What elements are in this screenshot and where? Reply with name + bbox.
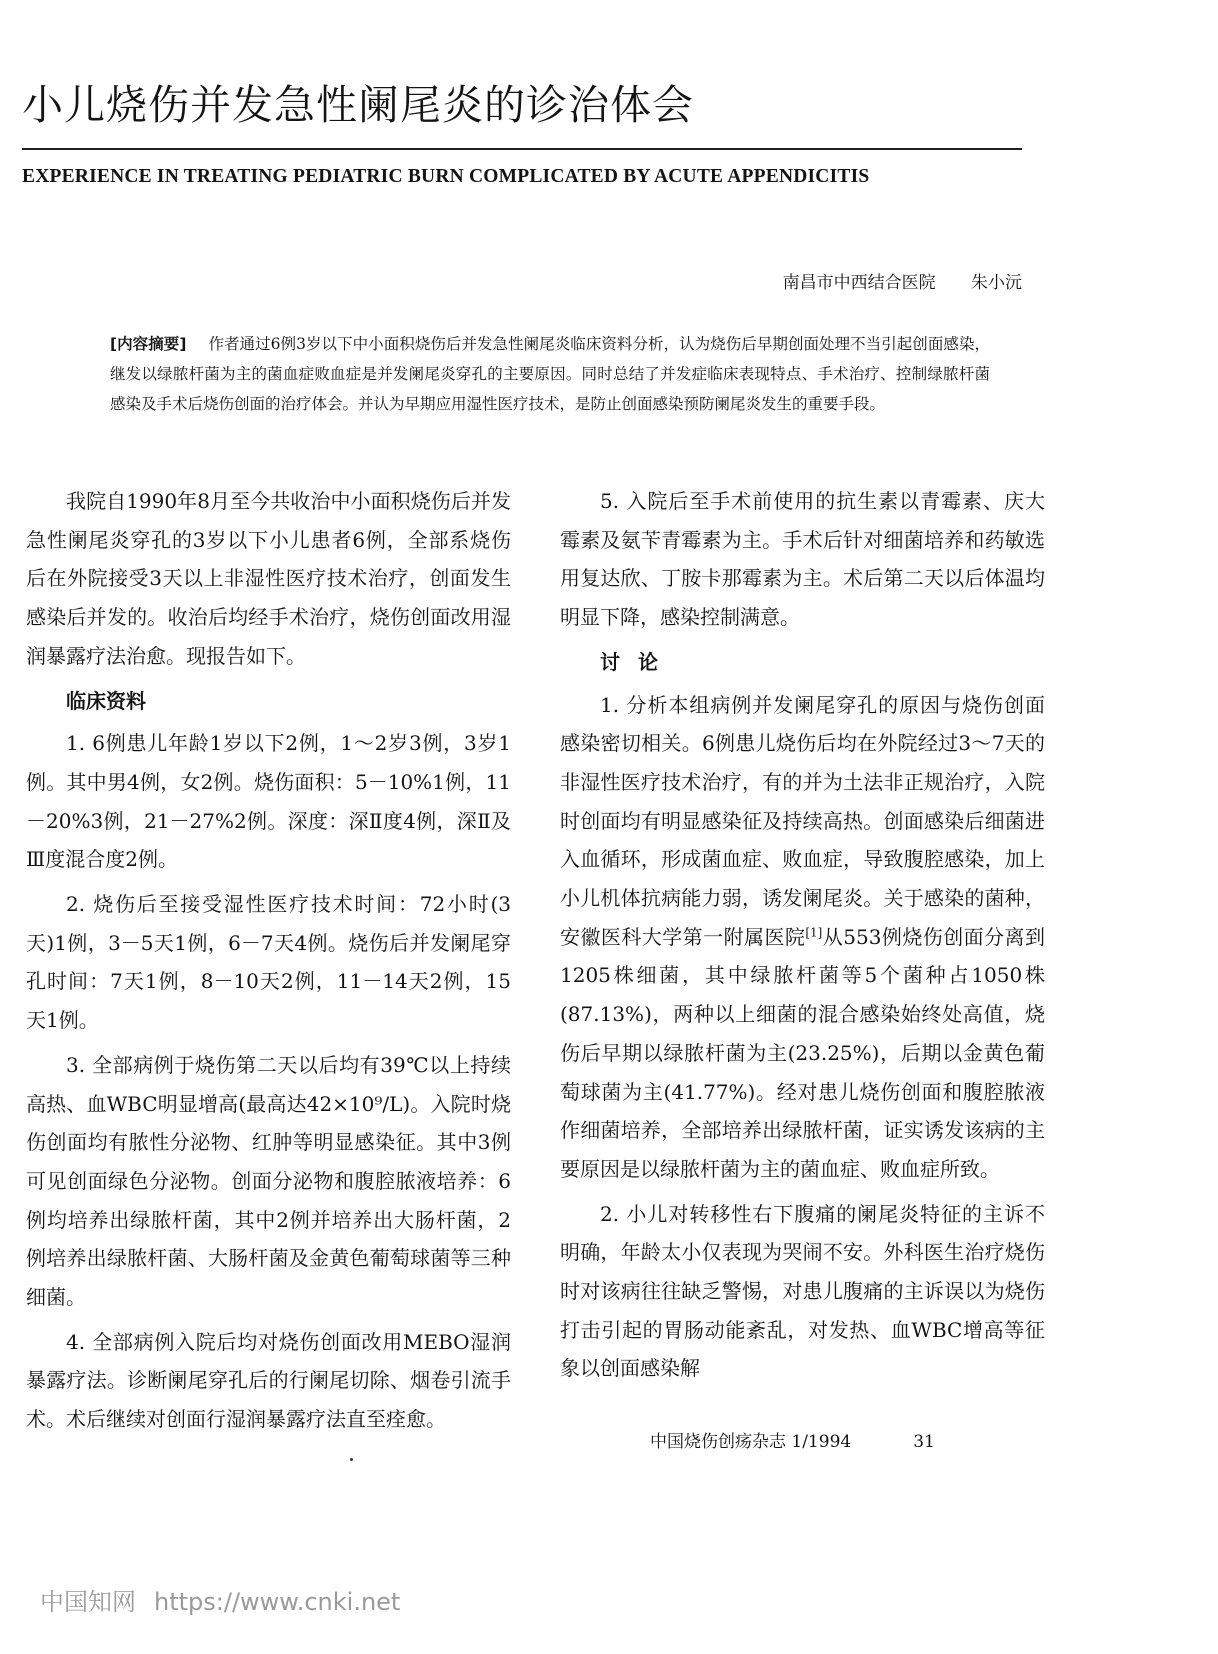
title-rule <box>22 148 1022 150</box>
abstract-text: 作者通过6例3岁以下中小面积烧伤后并发急性阑尾炎临床资料分析，认为烧伤后早期创面处理不当引起创面感染，继发以绿脓杆菌为主的菌血症败血症是并发阑尾炎穿孔的主要原因。同时总结了并发症临床表现特点、手术治疗、控制绿脓杆菌感染及手术后烧伤创面的治疗体会。并认为早期应用湿性医疗技术，是防止创面感染预防阑尾炎发生的重要手段。 <box>110 335 990 413</box>
cnki-watermark <box>40 1582 400 1617</box>
abstract <box>110 329 990 419</box>
section-heading-clinical-data: 临床资料 <box>66 688 146 713</box>
paragraph-item-2: 2. 烧伤后至接受湿性医疗技术时间：72小时(3天)1例，3－5天1例，6－7天4例。烧伤后并发阑尾穿孔时间：7天1例，8－10天2例，11－14天2例，15天1例。 <box>26 892 511 1033</box>
right-column <box>560 482 1045 1394</box>
watermark-url: https://www.cnki.net <box>154 1588 401 1616</box>
scan-speck <box>350 1458 353 1461</box>
abstract-label: [内容摘要] <box>110 335 187 353</box>
paragraph-discussion-2: 2. 小儿对转移性右下腹痛的阑尾炎特征的主诉不明确，年龄太小仅表现为哭闹不安。外科医生治疗烧伤时对该病往往缺乏警惕，对患儿腹痛的主诉误以为烧伤打击引起的胃肠动能紊乱，对发热、血WBC增高等征象以创面感染解 <box>560 1201 1045 1381</box>
paragraph-item-1: 1. 6例患儿年龄1岁以下2例，1～2岁3例，3岁1例。其中男4例，女2例。烧伤面积：5－10%1例，11－20%3例，21－27%2例。深度：深Ⅱ度4例，深Ⅱ及Ⅲ度混合度2例。 <box>26 731 511 872</box>
author-affiliation: 南昌市中西结合医院 <box>782 273 936 293</box>
byline <box>783 268 1022 293</box>
page-footer <box>650 1427 935 1452</box>
reference-marker: [1] <box>805 925 823 940</box>
discussion-1-text-a: 1. 分析本组病例并发阑尾穿孔的原因与烧伤创面感染密切相关。6例患儿烧伤后均在外院经过3～7天的非湿性医疗技术治疗，有的并为土法非正规治疗，入院时创面均有明显感染征及持续高热。创面感染后细菌进入血循环，形成菌血症、败血症，导致腹腔感染，加上小儿机体抗病能力弱，诱发阑尾炎。关于感染的菌种，安徽医科大学第一附属医院 <box>560 692 1045 949</box>
intro-paragraph: 我院自1990年8月至今共收治中小面积烧伤后并发急性阑尾炎穿孔的3岁以下小儿患者6例，全部系烧伤后在外院接受3天以上非湿性医疗技术治疗，创面发生感染后并发的。收治后均经手术治疗，烧伤创面改用湿润暴露疗法治愈。现报告如下。 <box>26 489 511 668</box>
discussion-1-text-b: 从553例烧伤创面分离到1205株细菌，其中绿脓杆菌等5个菌种占1050株(87.13%)，两种以上细菌的混合感染始终处高值，烧伤后早期以绿脓杆菌为主(23.25%)，后期以金黄色葡萄球菌为主(41.77%)。经对患儿烧伤创面和腹腔脓液作细菌培养，全部培养出绿脓杆菌，证实诱发该病的主要原因是以绿脓杆菌为主的菌血症、败血症所致。 <box>560 924 1045 1181</box>
author-name: 朱小沅 <box>971 273 1022 293</box>
section-heading-discussion: 讨论 <box>600 649 676 674</box>
left-column <box>26 482 511 1445</box>
page-number: 31 <box>913 1432 935 1452</box>
article-title-english: EXPERIENCE IN TREATING PEDIATRIC BURN COMPLICATED BY ACUTE APPENDICITIS <box>22 166 870 187</box>
paragraph-item-4: 4. 全部病例入院后均对烧伤创面改用MEBO湿润暴露疗法。诊断阑尾穿孔后的行阑尾切除、烟卷引流手术。术后继续对创面行湿润暴露疗法直至痊愈。 <box>26 1329 511 1432</box>
journal-issue: 中国烧伤创疡杂志 1/1994 <box>650 1432 852 1452</box>
paragraph-item-3: 3. 全部病例于烧伤第二天以后均有39℃以上持续高热、血WBC明显增高(最高达42×10⁹/L)。入院时烧伤创面均有脓性分泌物、红肿等明显感染征。其中3例可见创面绿色分泌物。创面分泌物和腹腔脓液培养：6例均培养出绿脓杆菌，其中2例并培养出大肠杆菌，2例培养出绿脓杆菌、大肠杆菌及金黄色葡萄球菌等三种细菌。 <box>26 1052 511 1310</box>
paragraph-discussion-1 <box>560 686 1045 1189</box>
watermark-brand: 中国知网 <box>40 1588 136 1616</box>
paragraph-item-5: 5. 入院后至手术前使用的抗生素以青霉素、庆大霉素及氨苄青霉素为主。手术后针对细菌培养和药敏选用复达欣、丁胺卡那霉素为主。术后第二天以后体温均明显下降，感染控制满意。 <box>560 489 1045 630</box>
article-title-chinese: 小儿烧伤并发急性阑尾炎的诊治体会 <box>22 81 694 129</box>
